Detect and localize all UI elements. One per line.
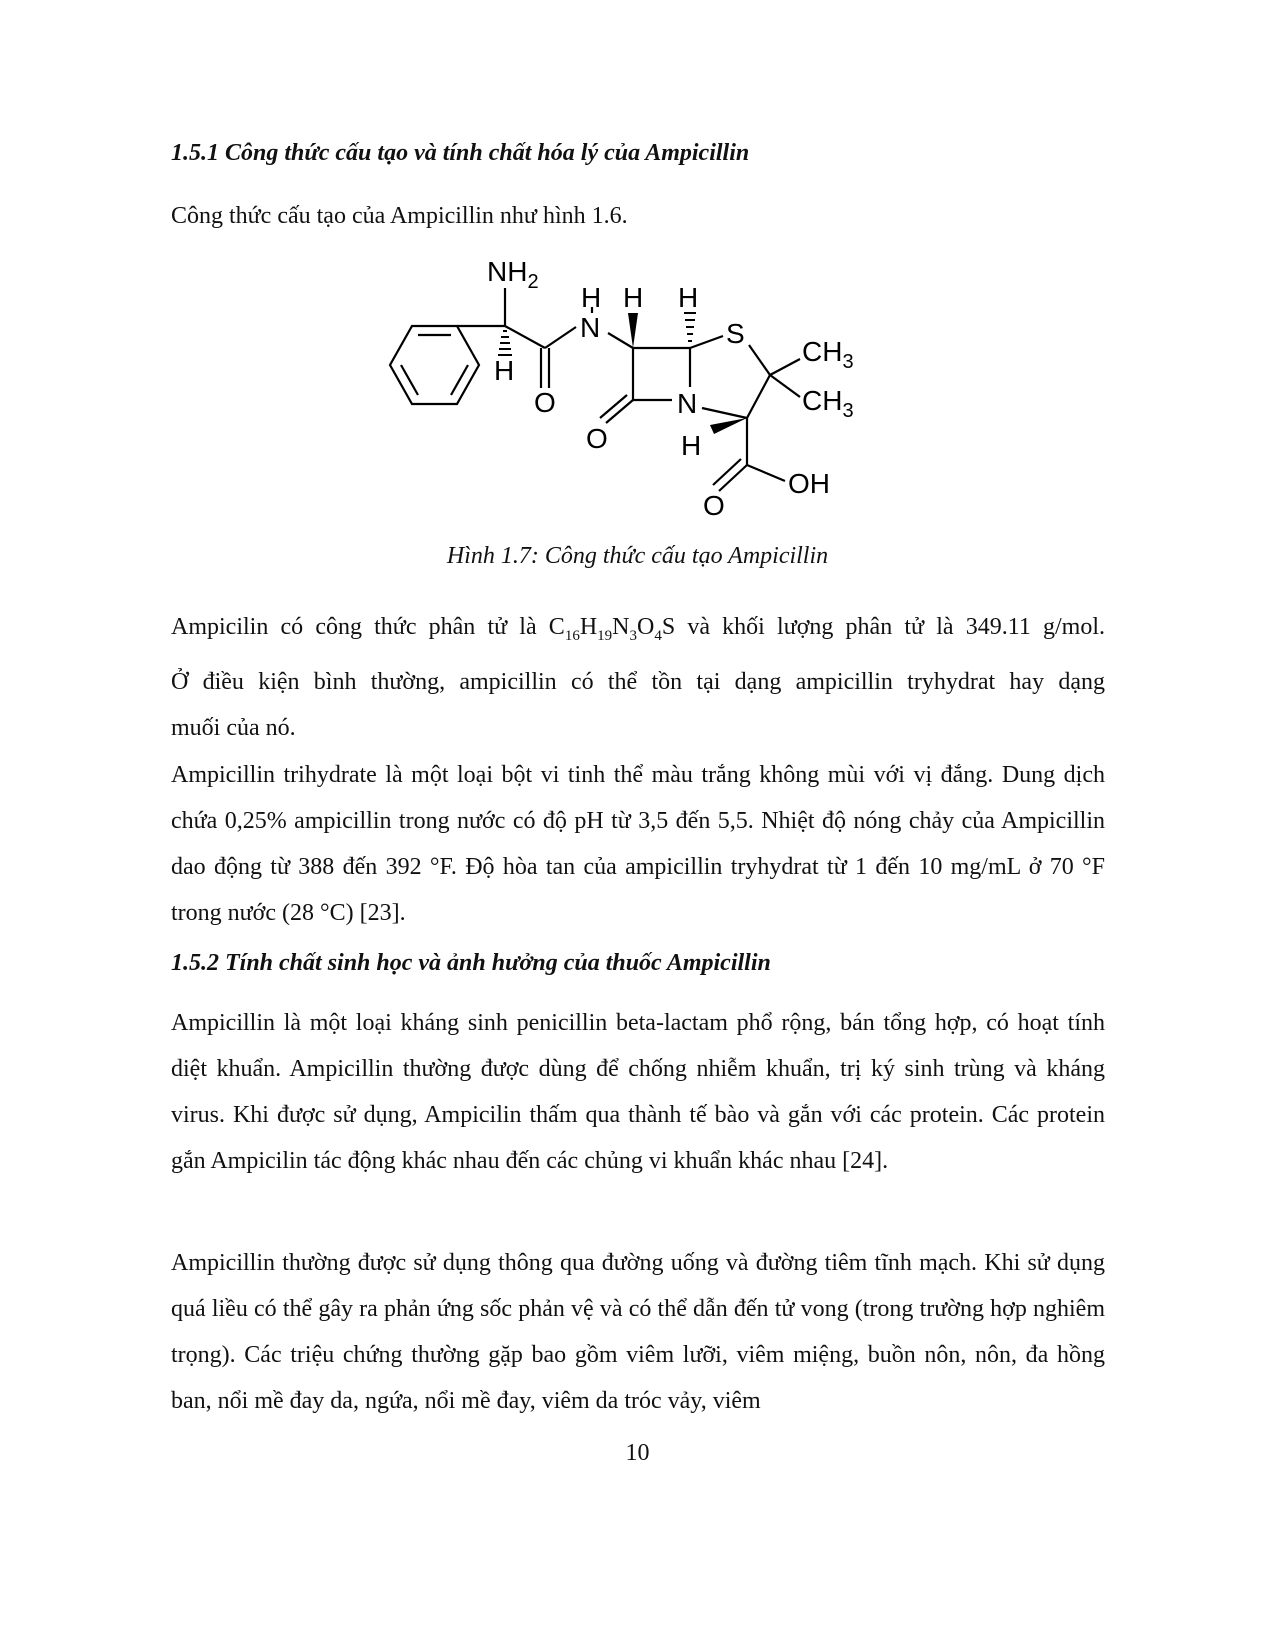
formula-sub-n: 3 [629,627,637,644]
atom-h-alpha: H [494,355,515,386]
paragraph-1-line-3: muối của nó. [171,714,296,741]
benzene-ring [390,326,479,404]
atom-h-c3: H [681,430,702,461]
figure-caption: Hình 1.7: Công thức cấu tạo Ampicillin [446,543,829,569]
atom-o-amide: O [534,387,556,418]
atom-n-ring: N [677,388,698,419]
atom-o-acid: O [703,490,725,520]
section-heading-1-5-2: 1.5.2 Tính chất sinh học và ảnh hưởng của thuốc Ampicillin [171,950,771,976]
atom-h-c6: H [623,282,644,313]
formula-line-prefix: Ampicilin có công thức phân tử là C [171,614,565,640]
paragraph-1-line-2: Ở điều kiện bình thường, ampicillin có thể tồn tại dạng ampicillin tryhydrat hay dạng [171,668,1105,695]
atom-h-c5: H [678,282,699,313]
formula-sub-o: 4 [654,627,662,644]
atom-oh: OH [788,468,830,499]
formula-n: N [612,614,630,640]
atom-ch3-bottom: $CH_3$ [802,385,854,422]
section-heading-1-5-1: 1.5.1 Công thức cấu tạo và tính chất hóa lý của Ampicillin [171,140,750,166]
paragraph-overdose-effects: Ampicillin thường được sử dụng thông qua đường uống và đường tiêm tĩnh mạch. Khi sử dụng quá liều có thể gây ra phản ứng sốc phản vệ và có thể dẫn đến tử vong (trong trường hợp nghiêm trọng). Các triệu chứng thường gặp bao gồm viêm lưỡi, viêm miệng, buồn nôn, nôn, đa hồng ban, nổi mề đay da, ngứa, nổi mề đay, viêm da tróc vảy, viêm [171,1250,1105,1414]
atom-ch3-top: $CH_3$ [802,336,854,373]
formula-line-suffix: S và khối lượng phân tử là 349.11 g/mol. [661,614,1105,640]
paragraph-physical-properties: Ampicillin trihydrate là một loại bột vi tinh thể màu trắng không mùi với vị đắng. Dung dịch chứa 0,25% ampicillin trong nước có độ pH từ 3,5 đến 5,5. Nhiệt độ nóng chảy của Ampicillin dao động từ 388 đến 392 °F. Độ hòa tan của ampicillin tryhydrat từ 1 đến 10 mg/mL ở 70 °F trong nước (28 °C) [23]. [171,762,1105,926]
paragraph-molecular-formula [171,604,1105,751]
intro-text: Công thức cấu tạo của Ampicillin như hình 1.6. [171,203,628,229]
atom-nh2: $NH_2$ [487,256,539,293]
ampicillin-structure-diagram [360,255,880,520]
formula-line [171,604,1105,659]
atom-o-lactam: O [586,423,608,454]
atom-h-n: H [581,282,602,313]
formula-sub-h: 19 [597,627,613,644]
page-number: 10 [625,1440,650,1466]
formula-sub-c: 16 [564,627,580,644]
atom-s: S [726,318,745,349]
atom-n-amide: N [580,312,601,343]
paragraph-biological-properties: Ampicillin là một loại kháng sinh penicillin beta-lactam phổ rộng, bán tổng hợp, có hoạt tính diệt khuẩn. Ampicillin thường được dùng để chống nhiễm khuẩn, trị ký sinh trùng và kháng virus. Khi được sử dụng, Ampicilin thấm qua thành tế bào và gắn với các protein. Các protein gắn Ampicilin tác động khác nhau đến các chủng vi khuẩn khác nhau [24]. [171,1010,1105,1174]
formula-o: O [637,614,655,640]
formula-h: H [579,614,598,640]
